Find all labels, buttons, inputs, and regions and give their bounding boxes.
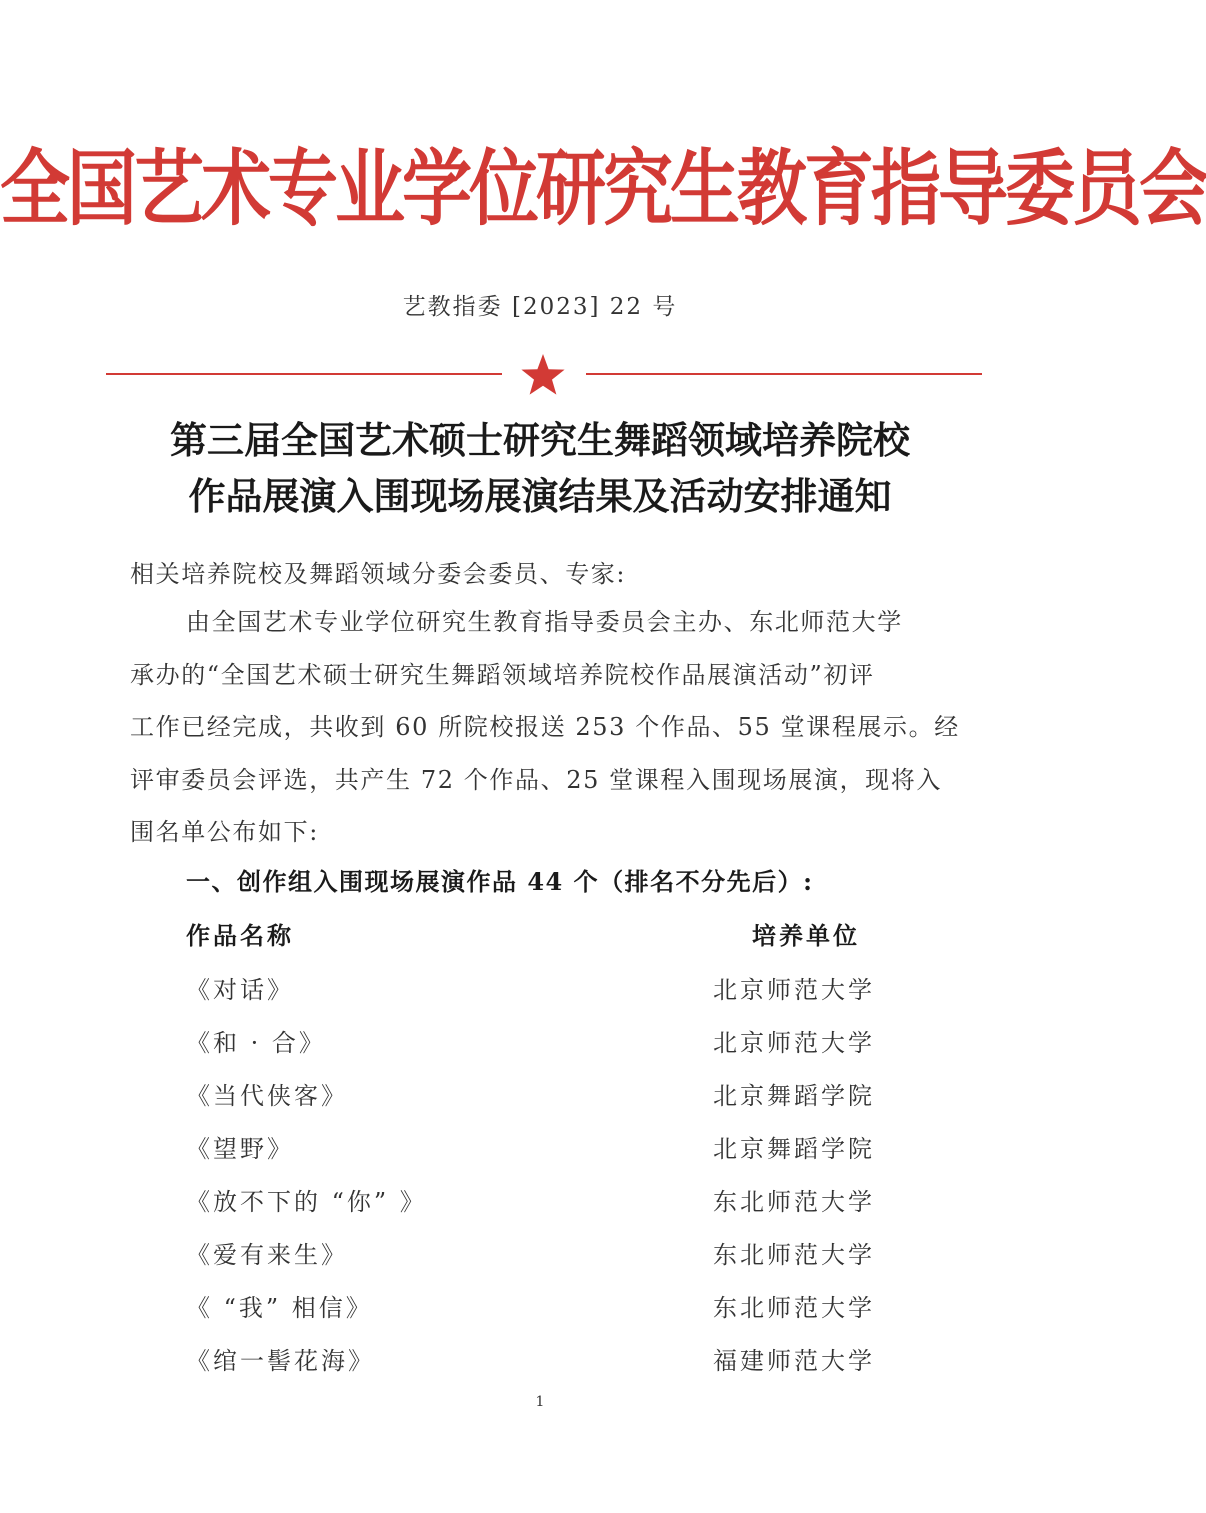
work-title: 《绾一髻花海》: [186, 1347, 375, 1375]
column-header-unit: 培养单位: [752, 921, 860, 950]
work-title: 《放不下的 “你” 》: [186, 1188, 427, 1216]
work-title: 《和 · 合》: [186, 1029, 326, 1057]
paragraph-line: 围名单公布如下:: [130, 818, 319, 846]
table-row: [0, 1023, 1080, 1063]
salutation: 相关培养院校及舞蹈领域分委会委员、专家:: [130, 560, 627, 588]
training-unit: 北京师范大学: [713, 1029, 875, 1057]
red-star-icon: [519, 352, 567, 396]
work-title: 《当代侠客》: [186, 1082, 348, 1110]
red-star-shape: [521, 354, 564, 395]
table-row: [0, 1341, 1080, 1381]
training-unit: 北京舞蹈学院: [713, 1135, 875, 1163]
header-rule-left: [106, 373, 502, 375]
table-row: [0, 1235, 1080, 1275]
work-title: 《对话》: [186, 976, 294, 1004]
page-number: 1: [535, 1394, 545, 1410]
training-unit: 福建师范大学: [713, 1347, 875, 1375]
table-row: [0, 1076, 1080, 1116]
table-row: [0, 1288, 1080, 1328]
table-row: [0, 970, 1080, 1010]
notice-title-line-1: 第三届全国艺术硕士研究生舞蹈领域培养院校: [170, 419, 910, 462]
work-title: 《望野》: [186, 1135, 294, 1163]
training-unit: 北京舞蹈学院: [713, 1082, 875, 1110]
committee-name-heading: 全国艺术专业学位研究生教育指导委员会: [0, 140, 1206, 238]
column-header-work: 作品名称: [186, 921, 294, 950]
training-unit: 北京师范大学: [713, 976, 875, 1004]
header-rule-right: [586, 373, 982, 375]
paragraph-line: 工作已经完成，共收到 60 所院校报送 253 个作品、55 堂课程展示。经: [130, 713, 960, 741]
work-title: 《 “我” 相信》: [186, 1294, 373, 1322]
table-row: [0, 1182, 1080, 1222]
training-unit: 东北师范大学: [713, 1241, 875, 1269]
document-number: 艺教指委 [2023] 22 号: [402, 294, 678, 320]
table-row: [0, 1129, 1080, 1169]
paragraph-line: 评审委员会评选，共产生 72 个作品、25 堂课程入围现场展演，现将入: [130, 766, 942, 794]
paragraph-line: 由全国艺术专业学位研究生教育指导委员会主办、东北师范大学: [186, 608, 903, 636]
work-title: 《爱有来生》: [186, 1241, 348, 1269]
paragraph-line: 承办的“全国艺术硕士研究生舞蹈领域培养院校作品展演活动”初评: [130, 661, 875, 689]
section-heading: 一、创作组入围现场展演作品 44 个（排名不分先后）:: [186, 867, 814, 896]
notice-title-line-2: 作品展演入围现场展演结果及活动安排通知: [188, 475, 892, 518]
training-unit: 东北师范大学: [713, 1188, 875, 1216]
training-unit: 东北师范大学: [713, 1294, 875, 1322]
